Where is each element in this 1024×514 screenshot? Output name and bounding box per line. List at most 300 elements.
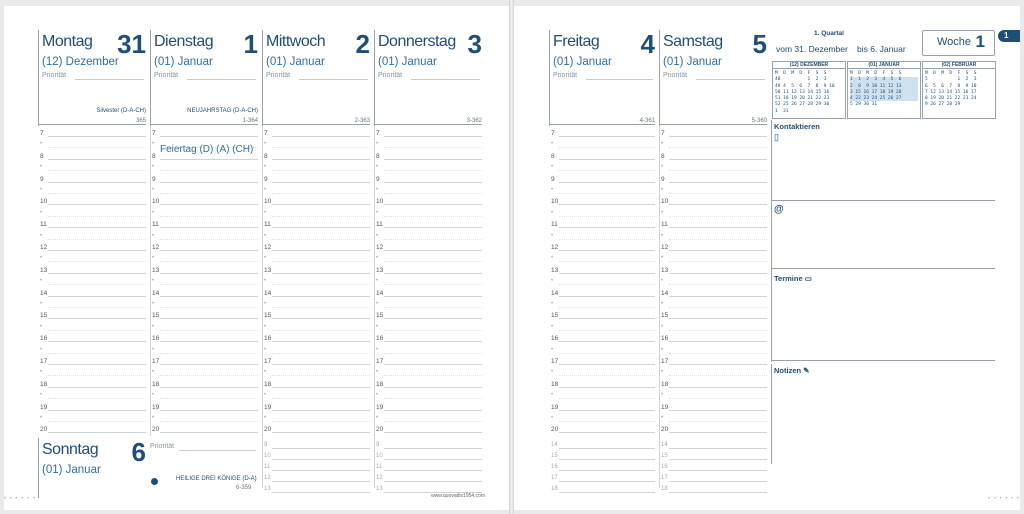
hour-line[interactable] [272,318,370,319]
half-hour-mark: • [376,346,379,353]
hour-label: 13 [152,266,160,274]
hour-label: 10 [264,198,272,206]
extra-hour-line[interactable] [669,470,767,471]
hour-line[interactable] [669,159,767,160]
extra-hour-line[interactable] [559,470,655,471]
priority-line[interactable] [586,79,653,80]
half-hour-mark: • [152,209,155,216]
extra-hour-label: 16 [661,464,668,470]
extra-hour-line[interactable] [559,448,655,449]
hour-line[interactable] [559,227,655,228]
notes-title [774,366,809,375]
half-hour-line[interactable] [384,193,482,194]
hour-label: 17 [376,358,384,365]
half-hour-line[interactable] [160,193,258,194]
hour-line[interactable] [669,296,767,297]
day-name: Montag [42,33,93,50]
hour-line[interactable] [48,364,146,365]
hour-line[interactable] [559,136,655,137]
hour-label: 15 [376,312,384,320]
hour-line[interactable] [559,341,655,342]
hour-line[interactable] [384,204,482,205]
half-hour-mark: • [40,369,43,376]
half-hour-line[interactable] [669,261,767,262]
half-hour-line[interactable] [48,147,146,148]
appointments-label: Termine [774,274,803,283]
day-index: 2-363 [354,118,370,124]
hour-line[interactable] [384,273,482,274]
day-index: 3-362 [466,118,482,124]
extra-hour-line[interactable] [669,481,767,482]
day-header[interactable] [38,30,150,126]
hour-line[interactable] [272,387,370,388]
half-hour-mark: • [551,369,554,376]
hour-line[interactable] [559,159,655,160]
hour-line[interactable] [559,182,655,183]
half-hour-mark: • [264,369,267,376]
day-header[interactable] [150,30,262,126]
header-divider [151,124,258,125]
hour-label: 8 [551,152,555,160]
hour-line[interactable] [48,159,146,160]
half-hour-line[interactable] [272,193,370,194]
hour-line[interactable] [160,182,258,183]
sunday-hour-line[interactable] [384,470,482,471]
hour-line[interactable] [669,364,767,365]
week-range-from: vom 31. Dezember [776,44,848,54]
hour-line[interactable] [669,318,767,319]
sunday-hour-line[interactable] [272,448,370,449]
half-hour-line[interactable] [272,147,370,148]
hour-label: 11 [376,221,383,229]
hour-line[interactable] [272,136,370,137]
hour-label: 16 [152,335,160,343]
hour-line[interactable] [384,341,482,342]
extra-hour-label: 14 [551,442,558,448]
half-hour-line[interactable] [48,193,146,194]
half-hour-line[interactable] [384,330,482,331]
hour-label: 10 [551,198,559,206]
half-hour-line[interactable] [48,216,146,217]
half-hour-line[interactable] [559,147,655,148]
hour-line[interactable] [669,273,767,274]
priority-line[interactable] [696,79,765,80]
half-hour-line[interactable] [272,284,370,285]
appointments-section [771,272,995,362]
hour-line[interactable] [48,204,146,205]
mini-calendar[interactable] [847,61,921,119]
hour-line[interactable] [669,410,767,411]
half-hour-mark: • [376,369,379,376]
hour-label: 19 [376,403,384,411]
hour-line[interactable] [669,136,767,137]
half-hour-line[interactable] [48,375,146,376]
half-hour-line[interactable] [160,284,258,285]
half-hour-line[interactable] [559,284,655,285]
half-hour-line[interactable] [384,421,482,422]
half-hour-line[interactable] [384,353,482,354]
half-hour-line[interactable] [160,170,258,171]
half-hour-line[interactable] [272,216,370,217]
hour-line[interactable] [48,250,146,251]
hour-line[interactable] [48,432,146,433]
hour-line[interactable] [160,159,258,160]
hour-line[interactable] [160,250,258,251]
half-hour-mark: • [376,209,379,216]
half-hour-mark: • [376,164,379,171]
sunday-hour-line[interactable] [272,481,370,482]
hour-line[interactable] [160,273,258,274]
half-hour-line[interactable] [160,261,258,262]
priority-line[interactable] [75,79,144,80]
priority-label: Priorität [378,72,403,79]
hour-line[interactable] [160,432,258,433]
hour-line[interactable] [384,250,482,251]
hour-line[interactable] [669,182,767,183]
half-hour-line[interactable] [669,147,767,148]
half-hour-line[interactable] [384,284,482,285]
day-month: (01) Januar [154,56,213,68]
half-hour-line[interactable] [384,147,482,148]
hour-line[interactable] [160,296,258,297]
hour-label: 14 [264,289,272,297]
half-hour-line[interactable] [559,330,655,331]
half-hour-line[interactable] [559,216,655,217]
hour-line[interactable] [48,387,146,388]
hour-line[interactable] [160,364,258,365]
hour-label: 12 [661,244,669,251]
hour-label: 19 [661,403,669,411]
hour-label: 12 [551,244,559,251]
priority-line[interactable] [187,79,256,80]
half-hour-line[interactable] [384,398,482,399]
hour-line[interactable] [559,204,655,205]
hour-label: 16 [551,335,559,343]
hour-label: 20 [264,426,272,434]
hour-line[interactable] [669,387,767,388]
half-hour-line[interactable] [160,216,258,217]
hour-line[interactable] [48,227,146,228]
hour-line[interactable] [272,341,370,342]
half-hour-mark: • [152,369,155,376]
day-header[interactable] [549,30,659,126]
half-hour-line[interactable] [160,421,258,422]
hour-line[interactable] [669,432,767,433]
half-hour-line[interactable] [160,239,258,240]
phone-icon: ▯ [774,132,779,142]
half-hour-line[interactable] [272,170,370,171]
hour-line[interactable] [384,227,482,228]
hour-line[interactable] [160,136,258,137]
day-header[interactable] [374,30,486,126]
extra-hour-line[interactable] [559,481,655,482]
mini-calendar-grid: M D M D F S S 1 1 2 3 4 5 6 2 8 9 10 11 12 13 3 15 16 17 18 19 20 4 22 23 24 25 26 27 5 29 30 31 [850,71,902,108]
hour-label: 8 [264,152,268,160]
half-hour-line[interactable] [669,375,767,376]
half-hour-line[interactable] [48,398,146,399]
hour-line[interactable] [559,364,655,365]
sunday-hour-label: 9 [264,442,268,448]
day-month: (01) Januar [553,56,612,68]
hour-label: 18 [551,380,559,388]
hour-label: 19 [40,403,48,411]
hour-line[interactable] [48,136,146,137]
holiday-label: NEUJAHRSTAG (D-A-CH) [187,108,258,114]
half-hour-line[interactable] [160,307,258,308]
mini-calendar[interactable] [922,61,996,119]
half-hour-mark: • [152,141,155,148]
day-name: Mittwoch [266,33,326,50]
half-hour-line[interactable] [48,284,146,285]
half-hour-line[interactable] [160,330,258,331]
hour-line[interactable] [272,296,370,297]
half-hour-line[interactable] [272,330,370,331]
mini-calendar[interactable] [772,61,846,119]
half-hour-line[interactable] [48,421,146,422]
half-hour-line[interactable] [48,261,146,262]
sunday-hour-line[interactable] [272,470,370,471]
hour-line[interactable] [559,273,655,274]
hour-line[interactable] [384,318,482,319]
sunday-hour-line[interactable] [272,459,370,460]
half-hour-line[interactable] [160,375,258,376]
half-hour-line[interactable] [669,216,767,217]
hour-label: 17 [264,358,272,365]
hour-line[interactable] [272,204,370,205]
contacts-divider [771,200,995,201]
priority-line[interactable] [299,79,368,80]
half-hour-mark: • [376,187,379,193]
half-hour-line[interactable] [669,284,767,285]
half-hour-line[interactable] [272,307,370,308]
half-hour-line[interactable] [669,193,767,194]
sunday-hour-label: 11 [376,464,383,470]
hour-line[interactable] [160,204,258,205]
half-hour-line[interactable] [559,170,655,171]
hour-label: 12 [40,244,48,251]
hour-line[interactable] [272,227,370,228]
binding-holes-right: • • • • • • [988,496,1020,502]
half-hour-mark: • [152,392,155,399]
half-hour-line[interactable] [272,421,370,422]
hour-line[interactable] [160,410,258,411]
half-hour-mark: • [661,141,664,148]
half-hour-line[interactable] [559,375,655,376]
week-tab[interactable] [998,30,1020,42]
half-hour-line[interactable] [669,307,767,308]
hour-line[interactable] [48,182,146,183]
half-hour-line[interactable] [272,239,370,240]
half-hour-line[interactable] [384,216,482,217]
left-page [4,6,509,510]
day-month: (01) Januar [378,56,437,68]
sunday-holiday: HEILIGE DREI KÖNIGE (D-A) [176,476,257,482]
sunday-hour-label: 11 [264,464,271,470]
hour-line[interactable] [48,273,146,274]
half-hour-mark: • [264,255,267,262]
half-hour-mark: • [661,323,664,330]
day-header[interactable] [262,30,374,126]
half-hour-line[interactable] [669,353,767,354]
day-number: 5 [752,29,767,59]
half-hour-line[interactable] [669,398,767,399]
extra-hour-line[interactable] [669,492,767,493]
hour-line[interactable] [160,318,258,319]
half-hour-mark: • [661,164,664,171]
half-hour-line[interactable] [669,330,767,331]
appointments-title [774,274,812,283]
half-hour-mark: • [152,301,155,307]
hour-line[interactable] [384,159,482,160]
half-hour-line[interactable] [48,170,146,171]
hour-line[interactable] [669,227,767,228]
hour-line[interactable] [48,296,146,297]
half-hour-line[interactable] [559,398,655,399]
sunday-hour-line[interactable] [384,459,482,460]
hour-line[interactable] [559,318,655,319]
half-hour-line[interactable] [384,307,482,308]
half-hour-mark: • [661,369,664,376]
hour-line[interactable] [272,250,370,251]
half-hour-mark: • [264,164,267,171]
half-hour-mark: • [551,164,554,171]
hour-line[interactable] [559,250,655,251]
mini-calendar-grid: M D M D F S S 5 1 2 3 6 5 6 7 8 9 10 7 12 13 14 15 16 17 8 19 20 21 22 23 24 9 26 27 28 29 [925,71,977,108]
hour-line[interactable] [48,341,146,342]
half-hour-line[interactable] [384,375,482,376]
sunday-hour-line[interactable] [272,492,370,493]
half-hour-mark: • [264,346,267,353]
half-hour-mark: • [376,392,379,399]
day-index: 4-361 [639,118,655,124]
half-hour-mark: • [551,278,554,285]
priority-label: Priorität [553,72,578,79]
extra-hour-line[interactable] [669,448,767,449]
extra-hour-line[interactable] [559,492,655,493]
sunday-index: 6-359 [236,485,252,491]
half-hour-mark: • [551,415,554,421]
half-hour-line[interactable] [559,193,655,194]
hour-label: 20 [661,426,669,434]
hour-line[interactable] [669,341,767,342]
hour-label: 15 [551,312,559,320]
hour-line[interactable] [559,387,655,388]
hour-line[interactable] [384,364,482,365]
half-hour-line[interactable] [669,239,767,240]
hour-line[interactable] [384,136,482,137]
extra-hour-line[interactable] [669,459,767,460]
hour-label: 14 [551,289,559,297]
hour-line[interactable] [160,341,258,342]
half-hour-line[interactable] [160,353,258,354]
hour-label: 20 [152,426,160,434]
hour-line[interactable] [272,432,370,433]
half-hour-line[interactable] [559,307,655,308]
priority-line[interactable] [411,79,480,80]
sunday-hour-line[interactable] [384,481,482,482]
half-hour-line[interactable] [384,261,482,262]
extra-hour-line[interactable] [559,459,655,460]
hour-label: 11 [40,221,47,229]
hour-line[interactable] [272,273,370,274]
hour-line[interactable] [559,296,655,297]
sunday-header[interactable] [38,438,150,498]
half-hour-mark: • [551,255,554,262]
extra-hour-label: 14 [661,442,668,448]
half-hour-mark: • [264,392,267,399]
hour-label: 12 [264,244,272,251]
hour-label: 10 [661,198,669,206]
half-hour-line[interactable] [559,353,655,354]
half-hour-line[interactable] [559,261,655,262]
hour-label: 18 [40,380,48,388]
half-hour-line[interactable] [272,375,370,376]
hour-line[interactable] [669,204,767,205]
hour-line[interactable] [48,410,146,411]
week-number: 1 [975,32,985,51]
hour-label: 15 [661,312,669,320]
sunday-priority-line[interactable] [179,450,256,451]
half-hour-mark: • [40,255,43,262]
half-hour-line[interactable] [48,353,146,354]
half-hour-mark: • [661,415,664,421]
half-hour-line[interactable] [272,353,370,354]
sunday-hour-line[interactable] [384,448,482,449]
half-hour-line[interactable] [48,307,146,308]
hour-label: 9 [152,175,156,183]
half-hour-line[interactable] [669,170,767,171]
half-hour-line[interactable] [559,421,655,422]
half-hour-line[interactable] [272,398,370,399]
hour-line[interactable] [384,410,482,411]
hour-line[interactable] [160,227,258,228]
half-hour-line[interactable] [272,261,370,262]
hour-line[interactable] [384,296,482,297]
half-hour-line[interactable] [559,239,655,240]
hour-label: 7 [264,130,268,137]
quarter-label: 1. Quartal [814,30,844,37]
hour-line[interactable] [384,432,482,433]
hour-line[interactable] [559,410,655,411]
hour-line[interactable] [272,410,370,411]
hour-line[interactable] [160,387,258,388]
day-header[interactable] [659,30,771,126]
hour-line[interactable] [272,159,370,160]
email-divider [771,268,995,269]
half-hour-line[interactable] [384,170,482,171]
hour-line[interactable] [272,364,370,365]
pen-icon: ✎ [803,366,810,375]
half-hour-line[interactable] [160,398,258,399]
half-hour-line[interactable] [669,421,767,422]
hour-line[interactable] [384,182,482,183]
header-divider [660,124,767,125]
hour-label: 17 [152,358,160,365]
hour-line[interactable] [384,387,482,388]
hour-line[interactable] [272,182,370,183]
hour-label: 12 [152,244,160,251]
half-hour-line[interactable] [48,239,146,240]
day-month: (01) Januar [42,464,101,476]
half-hour-line[interactable] [48,330,146,331]
hour-line[interactable] [48,318,146,319]
hour-line[interactable] [669,250,767,251]
hour-line[interactable] [559,432,655,433]
half-hour-line[interactable] [384,239,482,240]
hour-label: 13 [551,266,559,274]
hour-label: 20 [376,426,384,434]
half-hour-mark: • [376,255,379,262]
